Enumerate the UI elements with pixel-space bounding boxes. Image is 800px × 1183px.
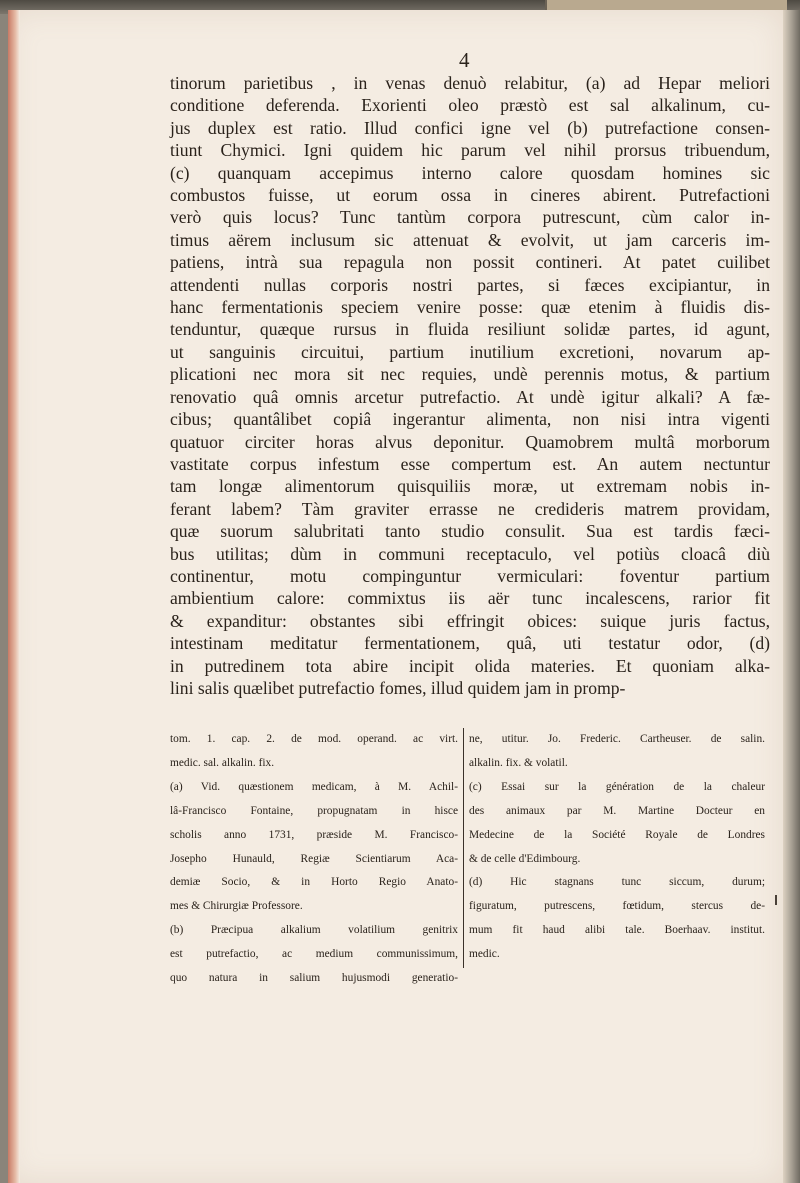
footnote-line: (b) Præcipua alkalium volatilium genitrix — [170, 924, 458, 937]
text-line: vastitate corpus infestum esse compertum est. An autem nectuntur — [170, 453, 770, 474]
text-line: & expanditur: obstantes sibi effringit obices: suique juris factus, — [170, 610, 770, 631]
text-line: cibus; quantâlibet copiâ ingerantur alimenta, non nisi intra vigenti — [170, 409, 770, 430]
footnote-line: quo natura in salium hujusmodi generatio- — [170, 972, 458, 985]
text-line: timus aërem inclusum sic attenuat & evolvit, ut jam carceris im- — [170, 229, 770, 250]
text-line: jus duplex est ratio. Illud confici igne vel (b) putrefactione consen- — [170, 117, 770, 138]
footnote-line: Josepho Hunauld, Regiæ Scientiarum Aca- — [170, 852, 458, 865]
footnote-line: (c) Essai sur la génération de la chaleur — [469, 780, 765, 793]
footnote-line: Medecine de la Société Royale de Londres — [469, 828, 765, 841]
footnote-line: tom. 1. cap. 2. de mod. operand. ac virt. — [170, 733, 458, 745]
footnote-line: & de celle d'Edimbourg. — [469, 852, 581, 865]
footnote-line: (a) Vid. quæstionem medicam, à M. Achil- — [170, 780, 458, 793]
text-line: conditione deferenda. Exorienti oleo præstò est sal alkalinum, cu- — [170, 95, 770, 116]
text-line: in putredinem tota abire incipit olida materies. Et quoniam alka- — [170, 655, 770, 676]
footnote-line: demiæ Socio, & in Horto Regio Anato- — [170, 876, 458, 889]
footnote-line: medic. — [469, 948, 500, 961]
text-line: ferant labem? Tàm graviter errasse ne credideris matrem providam, — [170, 498, 770, 519]
footnotes-right-column — [469, 728, 765, 967]
page-stack-edge — [783, 10, 800, 1183]
text-line: tam longæ alimentorum quisquiliis moræ, ut extremam nobis in- — [170, 476, 770, 497]
footnote-line: medic. sal. alkalin. fix. — [170, 756, 275, 769]
text-line: quæ suorum salubritati tanto studio consulit. Sua est tardis fæci- — [170, 521, 770, 542]
text-line: renovatio quâ omnis arcetur putrefactio. At undè igitur alkali? A fæ- — [170, 386, 770, 407]
margin-mark — [775, 895, 777, 905]
text-line: intestinam meditatur fermentationem, quâ, uti testatur odor, (d) — [170, 633, 770, 654]
footnote-line: ne, utitur. Jo. Frederic. Cartheuser. de salin. — [469, 733, 765, 745]
text-line: tiunt Chymici. Igni quidem hic parum vel nihil prorsus tribuendum, — [170, 140, 770, 161]
footnote-line: figuratum, putrescens, fœtidum, stercus de- — [469, 900, 765, 913]
text-line: quatuor circiter horas alvus deponitur. Quamobrem multâ morborum — [170, 431, 770, 452]
footnote-line: (d) Hic stagnans tunc siccum, durum; — [469, 876, 765, 889]
text-line: verò quis locus? Tunc tantùm corpora putrescunt, cùm calor in- — [170, 207, 770, 228]
text-line: tenduntur, quæque rursus in fluida resiliunt solidæ partes, id agunt, — [170, 319, 770, 340]
text-line: tinorum parietibus , in venas denuò relabitur, (a) ad Hepar meliori — [170, 73, 770, 93]
text-line: combustos fuisse, ut eorum ossa in cineres abirent. Putrefactioni — [170, 185, 770, 206]
text-line: lini salis quælibet putrefactio fomes, illud quidem jam in promp- — [170, 677, 626, 698]
text-line: patiens, intrà sua repagula non possit contineri. At patet cuilibet — [170, 252, 770, 273]
text-line: attendenti nullas corporis nostri partes, si fæces excipiantur, in — [170, 274, 770, 295]
text-line: ut sanguinis circuitui, partium inutilium excretioni, novarum ap- — [170, 341, 770, 362]
page-binding-edge — [8, 10, 20, 1183]
footnote-line: mes & Chirurgiæ Professore. — [170, 900, 303, 913]
footnote-line: lâ-Francisco Fontaine, propugnatam in hisce — [170, 804, 458, 817]
text-line: plicationi nec mora sit nec requies, undè perennis motus, & partium — [170, 364, 770, 385]
footnotes-left-column — [170, 728, 458, 991]
text-line: bus utilitas; dùm in communi receptaculo, vel potiùs cloacâ diù — [170, 543, 770, 564]
footnote-line: des animaux par M. Martine Docteur en — [469, 804, 765, 817]
footnote-column-divider — [463, 728, 464, 968]
text-line: (c) quanquam accepimus interno calore quosdam homines sic — [170, 162, 770, 183]
main-text — [170, 72, 770, 699]
footnote-line: scholis anno 1731, præside M. Francisco- — [170, 828, 458, 841]
footnote-line: alkalin. fix. & volatil. — [469, 756, 568, 769]
text-line: ambientium calore: commixtus iis aër tunc incalescens, rarior fit — [170, 588, 770, 609]
page-number: 4 — [459, 48, 470, 72]
footnote-line: mum fit haud alibi tale. Boerhaav. institut. — [469, 924, 765, 937]
text-line: hanc fermentationis speciem venire posse: quæ etenim à fluidis dis- — [170, 297, 770, 318]
footnote-line: est putrefactio, ac medium communissimum, — [170, 948, 458, 961]
text-line: continentur, motu compinguntur vermiculari: foventur partium — [170, 565, 770, 586]
